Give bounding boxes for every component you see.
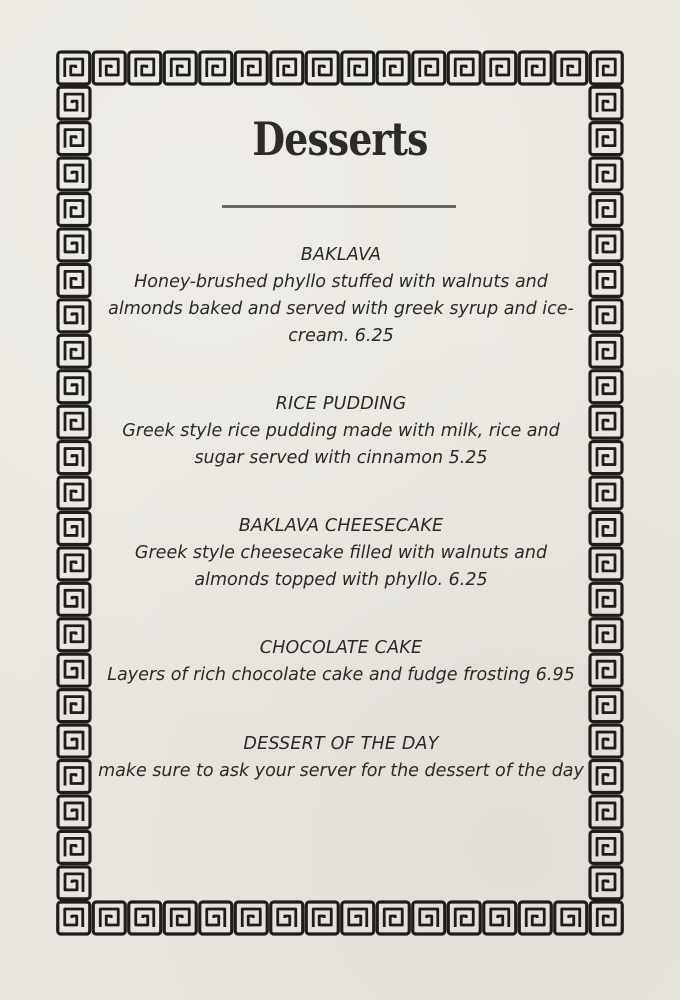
- greek-key-tile-icon: [342, 902, 374, 934]
- greek-key-tile-icon: [129, 902, 161, 934]
- menu-item-baklava-cheesecake: [96, 513, 586, 594]
- greek-key-tile-icon: [235, 52, 267, 84]
- greek-key-tile-icon: [590, 583, 622, 615]
- greek-key-tile-icon: [58, 512, 90, 544]
- greek-key-tile-icon: [129, 52, 161, 84]
- greek-key-tile-icon: [58, 300, 90, 332]
- greek-key-tile-icon: [58, 725, 90, 757]
- greek-key-tile-icon: [590, 619, 622, 651]
- greek-key-tile-icon: [377, 52, 409, 84]
- greek-key-tile-icon: [58, 442, 90, 474]
- greek-key-tile-icon: [58, 371, 90, 403]
- greek-key-tile-icon: [58, 229, 90, 261]
- greek-key-tile-icon: [590, 335, 622, 367]
- menu-item-baklava: [96, 242, 586, 350]
- greek-key-tile-icon: [448, 52, 480, 84]
- greek-key-tile-icon: [590, 193, 622, 225]
- greek-key-tile-icon: [200, 902, 232, 934]
- greek-key-tile-icon: [590, 442, 622, 474]
- greek-key-tile-icon: [590, 761, 622, 793]
- menu-item-rice-pudding: [96, 391, 586, 472]
- greek-key-tile-icon: [271, 52, 303, 84]
- greek-key-tile-icon: [58, 831, 90, 863]
- menu-item-description: Honey-brushed phyllo stuffed with walnuts and almonds baked and served with greek syrup and ice-cream. 6.25: [108, 272, 574, 346]
- menu-item-description: Layers of rich chocolate cake and fudge frosting 6.95: [107, 665, 575, 685]
- menu-item-dessert-of-the-day: [96, 731, 586, 785]
- greek-key-tile-icon: [93, 52, 125, 84]
- greek-key-tile-icon: [306, 52, 338, 84]
- greek-key-tile-icon: [590, 902, 622, 934]
- greek-key-tile-icon: [342, 52, 374, 84]
- greek-key-tile-icon: [590, 548, 622, 580]
- greek-key-tile-icon: [58, 902, 90, 934]
- greek-key-tile-icon: [590, 690, 622, 722]
- greek-key-tile-icon: [164, 902, 196, 934]
- greek-key-tile-icon: [590, 52, 622, 84]
- title-divider: [222, 205, 456, 208]
- greek-key-tile-icon: [590, 264, 622, 296]
- greek-key-tile-icon: [590, 229, 622, 261]
- greek-key-tile-icon: [58, 796, 90, 828]
- greek-key-tile-icon: [58, 583, 90, 615]
- greek-key-tile-icon: [306, 902, 338, 934]
- greek-key-tile-icon: [164, 52, 196, 84]
- greek-key-tile-icon: [93, 902, 125, 934]
- greek-key-tile-icon: [484, 902, 516, 934]
- greek-key-tile-icon: [555, 902, 587, 934]
- greek-key-tile-icon: [58, 619, 90, 651]
- greek-key-tile-icon: [590, 867, 622, 899]
- greek-key-tile-icon: [235, 902, 267, 934]
- greek-key-tile-icon: [590, 512, 622, 544]
- greek-key-tile-icon: [590, 796, 622, 828]
- menu-item-description: Greek style rice pudding made with milk, rice and sugar served with cinnamon 5.25: [122, 421, 560, 468]
- greek-key-tile-icon: [590, 831, 622, 863]
- greek-key-tile-icon: [58, 406, 90, 438]
- greek-key-tile-icon: [590, 654, 622, 686]
- menu-item-name: BAKLAVA CHEESECAKE: [238, 516, 444, 536]
- greek-key-tile-icon: [58, 867, 90, 899]
- menu-item-chocolate-cake: [96, 635, 586, 689]
- greek-key-tile-icon: [519, 52, 551, 84]
- greek-key-tile-icon: [58, 264, 90, 296]
- greek-key-tile-icon: [58, 761, 90, 793]
- greek-key-tile-icon: [413, 52, 445, 84]
- menu-item-name: BAKLAVA: [300, 245, 382, 265]
- greek-key-tile-icon: [58, 335, 90, 367]
- greek-key-tile-icon: [200, 52, 232, 84]
- greek-key-tile-icon: [58, 477, 90, 509]
- greek-key-tile-icon: [519, 902, 551, 934]
- greek-key-tile-icon: [484, 52, 516, 84]
- greek-key-tile-icon: [555, 52, 587, 84]
- greek-key-tile-icon: [590, 300, 622, 332]
- greek-key-tile-icon: [590, 406, 622, 438]
- menu-item-description: Greek style cheesecake filled with walnuts and almonds topped with phyllo. 6.25: [134, 543, 548, 590]
- page-title: Desserts: [252, 112, 428, 166]
- menu-item-description: make sure to ask your server for the dessert of the day: [98, 761, 584, 781]
- greek-key-tile-icon: [271, 902, 303, 934]
- greek-key-tile-icon: [58, 690, 90, 722]
- greek-key-tile-icon: [413, 902, 445, 934]
- greek-key-tile-icon: [58, 193, 90, 225]
- greek-key-tile-icon: [58, 548, 90, 580]
- menu-item-name: CHOCOLATE CAKE: [259, 638, 423, 658]
- greek-key-tile-icon: [377, 902, 409, 934]
- greek-key-tile-icon: [58, 654, 90, 686]
- menu-item-name: DESSERT OF THE DAY: [243, 734, 439, 754]
- greek-key-tile-icon: [590, 477, 622, 509]
- greek-key-tile-icon: [590, 725, 622, 757]
- greek-key-tile-icon: [58, 52, 90, 84]
- greek-key-tile-icon: [590, 371, 622, 403]
- menu-item-name: RICE PUDDING: [275, 394, 407, 414]
- greek-key-tile-icon: [448, 902, 480, 934]
